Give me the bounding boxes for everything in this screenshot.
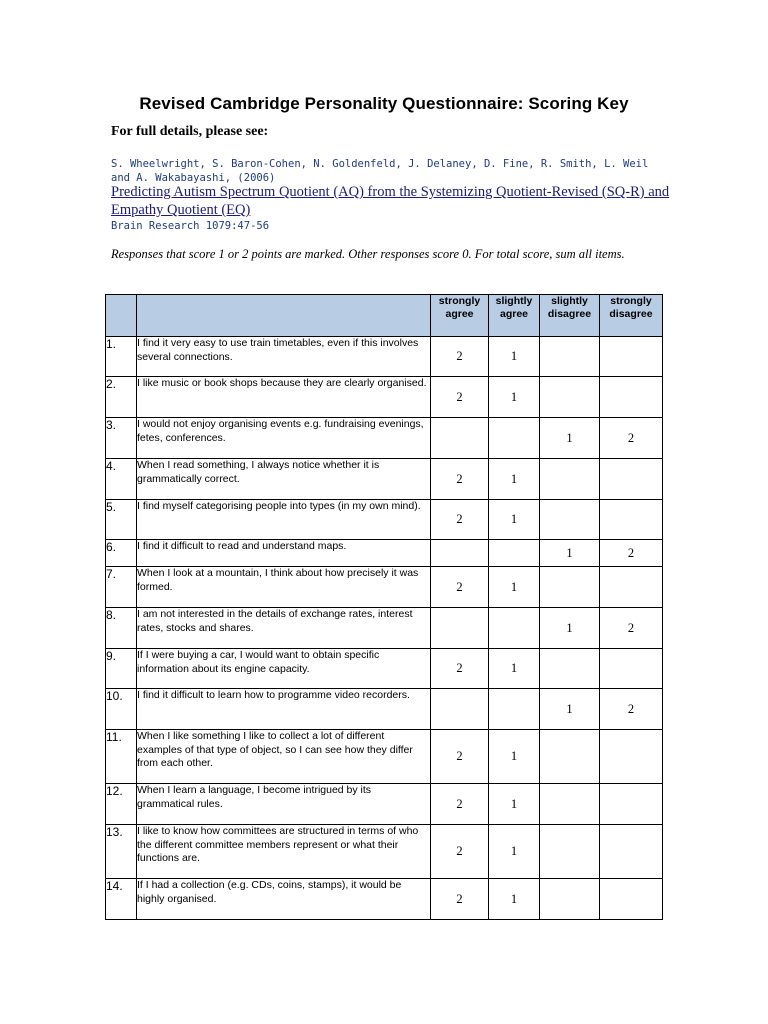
authors-citation: S. Wheelwright, S. Baron-Cohen, N. Goldenfeld, J. Delaney, D. Fine, R. Smith, L. Weil and A. Wakabayashi, (2006) bbox=[111, 158, 649, 184]
item-number: 10. bbox=[106, 689, 137, 730]
score-slightly-disagree: 1 bbox=[540, 608, 600, 649]
score-strongly-agree: 2 bbox=[431, 649, 489, 689]
table-header-row bbox=[106, 295, 663, 337]
score-slightly-agree: 1 bbox=[489, 337, 540, 377]
page-title: Revised Cambridge Personality Questionnaire: Scoring Key bbox=[139, 94, 629, 113]
item-text: When I read something, I always notice whether it is grammatically correct. bbox=[137, 459, 431, 500]
score-strongly-agree: 2 bbox=[431, 500, 489, 540]
score-strongly-disagree bbox=[600, 500, 663, 540]
item-text: If I had a collection (e.g. CDs, coins, stamps), it would be highly organised. bbox=[137, 879, 431, 920]
score-strongly-agree bbox=[431, 418, 489, 459]
item-text: I am not interested in the details of exchange rates, interest rates, stocks and shares. bbox=[137, 608, 431, 649]
item-text: I find it difficult to read and understand maps. bbox=[137, 540, 431, 567]
item-number: 3. bbox=[106, 418, 137, 459]
item-text: I like music or book shops because they are clearly organised. bbox=[137, 377, 431, 418]
item-number: 4. bbox=[106, 459, 137, 500]
score-strongly-disagree bbox=[600, 377, 663, 418]
score-slightly-agree: 1 bbox=[489, 825, 540, 879]
score-slightly-disagree: 1 bbox=[540, 540, 600, 567]
score-slightly-disagree bbox=[540, 459, 600, 500]
score-strongly-disagree: 2 bbox=[600, 608, 663, 649]
score-strongly-agree bbox=[431, 689, 489, 730]
score-slightly-disagree bbox=[540, 500, 600, 540]
item-text: I like to know how committees are structured in terms of who the different committee members represent or what their functions are. bbox=[137, 825, 431, 879]
score-slightly-agree: 1 bbox=[489, 879, 540, 920]
score-strongly-agree bbox=[431, 540, 489, 567]
score-strongly-disagree bbox=[600, 784, 663, 825]
item-text: I would not enjoy organising events e.g. fundraising evenings, fetes, conferences. bbox=[137, 418, 431, 459]
table-row bbox=[106, 567, 663, 608]
score-slightly-disagree bbox=[540, 879, 600, 920]
score-slightly-disagree: 1 bbox=[540, 418, 600, 459]
score-slightly-disagree bbox=[540, 337, 600, 377]
header-slightly-agree: slightly agree bbox=[489, 295, 540, 337]
score-slightly-agree: 1 bbox=[489, 784, 540, 825]
score-slightly-agree: 1 bbox=[489, 459, 540, 500]
score-strongly-agree: 2 bbox=[431, 784, 489, 825]
score-slightly-agree: 1 bbox=[489, 500, 540, 540]
item-number: 9. bbox=[106, 649, 137, 689]
score-strongly-disagree bbox=[600, 825, 663, 879]
score-slightly-agree bbox=[489, 418, 540, 459]
item-number: 8. bbox=[106, 608, 137, 649]
table-row bbox=[106, 879, 663, 920]
header-item bbox=[137, 295, 431, 337]
details-heading: For full details, please see: bbox=[111, 124, 269, 139]
header-strongly-disagree: strongly disagree bbox=[600, 295, 663, 337]
item-number: 13. bbox=[106, 825, 137, 879]
score-slightly-disagree: 1 bbox=[540, 689, 600, 730]
table-row bbox=[106, 459, 663, 500]
score-slightly-agree: 1 bbox=[489, 649, 540, 689]
table-row bbox=[106, 418, 663, 459]
item-text: I find it very easy to use train timetables, even if this involves several connections. bbox=[137, 337, 431, 377]
item-text: When I learn a language, I become intrigued by its grammatical rules. bbox=[137, 784, 431, 825]
score-slightly-agree bbox=[489, 608, 540, 649]
table-row bbox=[106, 825, 663, 879]
table-row bbox=[106, 540, 663, 567]
item-number: 11. bbox=[106, 730, 137, 784]
item-text: I find myself categorising people into types (in my own mind). bbox=[137, 500, 431, 540]
header-number bbox=[106, 295, 137, 337]
header-slightly-disagree: slightly disagree bbox=[540, 295, 600, 337]
score-strongly-agree bbox=[431, 608, 489, 649]
score-strongly-disagree: 2 bbox=[600, 540, 663, 567]
header-strongly-agree: strongly agree bbox=[431, 295, 489, 337]
score-strongly-agree: 2 bbox=[431, 567, 489, 608]
table-row bbox=[106, 608, 663, 649]
score-strongly-disagree bbox=[600, 459, 663, 500]
journal-citation: Brain Research 1079:47-56 bbox=[111, 220, 270, 232]
score-slightly-disagree bbox=[540, 377, 600, 418]
table-row bbox=[106, 784, 663, 825]
table-row bbox=[106, 689, 663, 730]
score-strongly-disagree: 2 bbox=[600, 418, 663, 459]
table-row bbox=[106, 377, 663, 418]
score-strongly-agree: 2 bbox=[431, 879, 489, 920]
score-slightly-disagree bbox=[540, 567, 600, 608]
item-number: 2. bbox=[106, 377, 137, 418]
score-strongly-agree: 2 bbox=[431, 377, 489, 418]
score-strongly-disagree bbox=[600, 337, 663, 377]
scoring-note: Responses that score 1 or 2 points are marked. Other responses score 0. For total score, sum all items. bbox=[111, 247, 625, 261]
item-number: 14. bbox=[106, 879, 137, 920]
table-row bbox=[106, 500, 663, 540]
score-strongly-agree: 2 bbox=[431, 337, 489, 377]
table-row bbox=[106, 649, 663, 689]
score-strongly-agree: 2 bbox=[431, 825, 489, 879]
score-strongly-disagree bbox=[600, 879, 663, 920]
score-strongly-agree: 2 bbox=[431, 730, 489, 784]
item-number: 12. bbox=[106, 784, 137, 825]
score-slightly-agree: 1 bbox=[489, 377, 540, 418]
table-row bbox=[106, 337, 663, 377]
score-strongly-disagree: 2 bbox=[600, 689, 663, 730]
table-row bbox=[106, 730, 663, 784]
score-slightly-agree bbox=[489, 540, 540, 567]
score-strongly-agree: 2 bbox=[431, 459, 489, 500]
item-text: I find it difficult to learn how to programme video recorders. bbox=[137, 689, 431, 730]
score-strongly-disagree bbox=[600, 567, 663, 608]
score-slightly-disagree bbox=[540, 825, 600, 879]
score-slightly-disagree bbox=[540, 649, 600, 689]
score-slightly-disagree bbox=[540, 784, 600, 825]
item-text: When I like something I like to collect a lot of different examples of that type of object, so I can see how they differ from each other. bbox=[137, 730, 431, 784]
item-number: 7. bbox=[106, 567, 137, 608]
scoring-table bbox=[105, 294, 663, 920]
score-slightly-agree bbox=[489, 689, 540, 730]
score-slightly-agree: 1 bbox=[489, 567, 540, 608]
paper-title-link[interactable]: Predicting Autism Spectrum Quotient (AQ) from the Systemizing Quotient-Revised (SQ-R) and Empathy Quotient (EQ) bbox=[111, 184, 670, 218]
score-slightly-disagree bbox=[540, 730, 600, 784]
score-strongly-disagree bbox=[600, 649, 663, 689]
item-number: 5. bbox=[106, 500, 137, 540]
score-strongly-disagree bbox=[600, 730, 663, 784]
item-number: 6. bbox=[106, 540, 137, 567]
item-number: 1. bbox=[106, 337, 137, 377]
item-text: If I were buying a car, I would want to obtain specific information about its engine capacity. bbox=[137, 649, 431, 689]
item-text: When I look at a mountain, I think about how precisely it was formed. bbox=[137, 567, 431, 608]
score-slightly-agree: 1 bbox=[489, 730, 540, 784]
